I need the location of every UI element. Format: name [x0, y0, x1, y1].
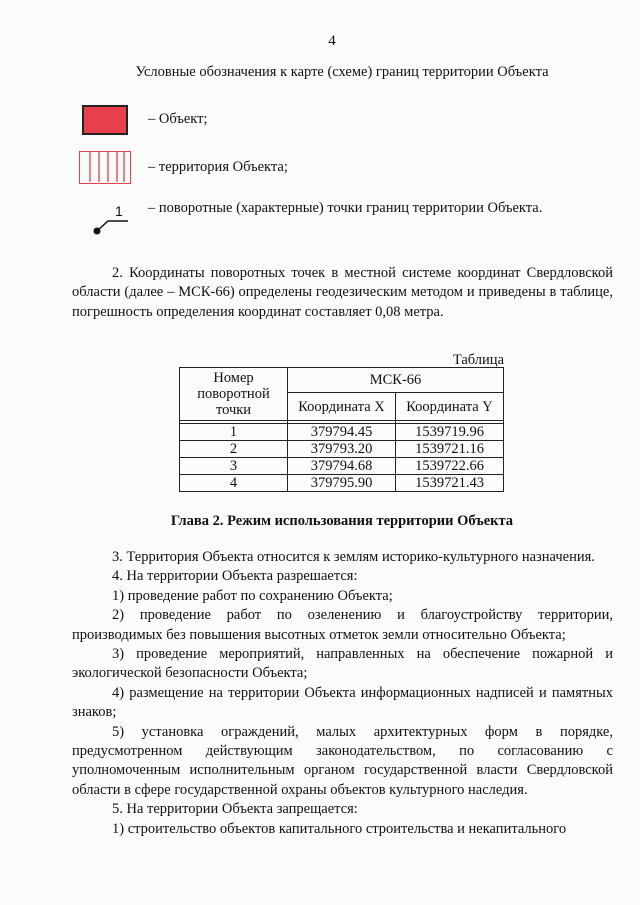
- cell-point: 4: [180, 475, 288, 492]
- coordinates-table: [179, 367, 504, 492]
- paragraph-coordinates: [72, 264, 613, 322]
- table-row: [180, 441, 504, 458]
- cell-y: 1539721.43: [396, 475, 504, 492]
- legend-territory-label: – территория Объекта;: [148, 159, 288, 175]
- territory-symbol-icon: [79, 151, 131, 184]
- cell-x: 379795.90: [288, 475, 396, 492]
- body-paragraph: 4) размещение на территории Объекта информационных надписей и памятных знаков;: [72, 684, 613, 721]
- cell-point: 1: [180, 424, 288, 441]
- legend-point-label: – поворотные (характерные) точки границ территории Объекта.: [148, 200, 543, 216]
- body-paragraph: 1) проведение работ по сохранению Объекта;: [112, 587, 393, 604]
- turning-point-marker: 1: [115, 203, 123, 219]
- chapter-title: Глава 2. Режим использования территории Объекта: [170, 513, 514, 529]
- object-symbol-icon: [82, 105, 128, 135]
- header-coord-y: Координата Y: [396, 393, 504, 421]
- header-msk66: МСК-66: [288, 368, 504, 393]
- cell-x: 379793.20: [288, 441, 396, 458]
- body-paragraph: 2) проведение работ по озеленению и благоустройству территории, производимых без повышения высотных отметок земли относительно Объекта;: [72, 607, 613, 643]
- table-row: [180, 475, 504, 492]
- cell-x: 379794.68: [288, 458, 396, 475]
- page-number: 4: [328, 33, 336, 49]
- cell-point: 2: [180, 441, 288, 458]
- body-paragraph: 4. На территории Объекта разрешается:: [112, 568, 358, 585]
- cell-y: 1539722.66: [396, 458, 504, 475]
- turning-point-symbol-icon: [90, 200, 130, 240]
- paragraph-text: 2. Координаты поворотных точек в местной системе координат Свердловской области (далее – МСК-66) определены геодезическим методом и приведены в таблице, погрешность определения координат составляет 0,08 метра.: [72, 265, 613, 320]
- cell-x: 379794.45: [288, 424, 396, 441]
- legend-object-label: – Объект;: [148, 111, 208, 127]
- table-row: [180, 458, 504, 475]
- table-row: [180, 424, 504, 441]
- header-coord-x: Координата X: [288, 393, 396, 421]
- header-point-number: Номер поворотной точки: [180, 368, 288, 421]
- body-text: [72, 548, 613, 839]
- legend-heading: Условные обозначения к карте (схеме) границ территории Объекта: [135, 64, 549, 80]
- body-paragraph: 1) строительство объектов капитального строительства и некапитального: [112, 820, 567, 837]
- body-paragraph: 5. На территории Объекта запрещается:: [112, 801, 358, 818]
- body-paragraph: 5) установка ограждений, малых архитектурных форм в порядке, предусмотренном действующим законодательством, по согласованию с уполномоченным исполнительным органом государственной власти Свердловской области в сфере государственной охраны объектов культурного наследия.: [72, 723, 613, 798]
- cell-point: 3: [180, 458, 288, 475]
- cell-y: 1539721.16: [396, 441, 504, 458]
- body-paragraph: 3. Территория Объекта относится к землям историко-культурного назначения.: [112, 549, 595, 565]
- cell-y: 1539719.96: [396, 424, 504, 441]
- body-paragraph: 3) проведение мероприятий, направленных на обеспечение пожарной и экологической безопасности Объекта;: [72, 646, 613, 682]
- table-caption: Таблица: [452, 352, 504, 368]
